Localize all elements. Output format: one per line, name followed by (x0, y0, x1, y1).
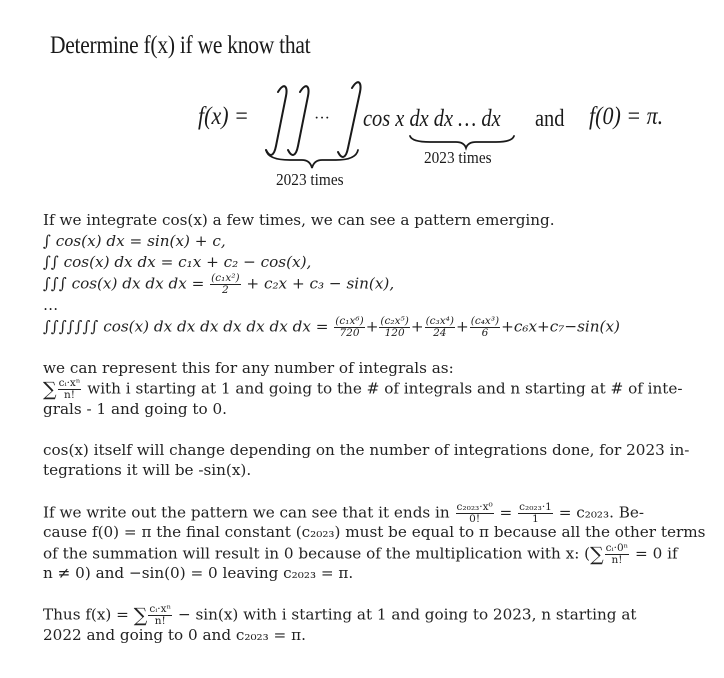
integral-sign-2 (288, 86, 309, 155)
problem-title: Determine f(x) if we know that (50, 32, 311, 59)
solution-line-4: ∫∫∫∫∫∫∫ cos(x) dx dx dx dx dx dx dx = $\frac{\text{(c₁x⁶)}}{720}$ + $\frac{\text{(c₂x⁵)}}{120}$ + $\frac{\text{(c₃x⁴)}}{24}$ + $\frac{\text{(c₄x³)}}{6}$ +c₆x+c₇−sin(x) (43, 315, 620, 339)
paragraph-1-line-3: grals - 1 and going to 0. (43, 400, 227, 418)
paragraph-3-line-3: of the summation will result in 0 because of the multiplication with x: (∑ $\frac{\text{cᵢ·0ⁿ}}{n!}$ = 0 if (43, 542, 678, 566)
equation-and: and (535, 106, 565, 132)
equation-condition: f(0) = π. (589, 103, 664, 130)
integral-sign-1 (266, 86, 287, 155)
integral-sign-3 (338, 82, 361, 157)
differential-count-label: 2023 times (424, 148, 492, 167)
paragraph-2-line-1: cos(x) itself will change depending on the number of integrations done, for 2023 in- (43, 441, 690, 459)
solution-intro: If we integrate cos(x) a few times, we can see a pattern emerging. (43, 211, 555, 229)
paragraph-3-line-1: If we write out the pattern we can see that it ends in $\frac{\text{c₂₀₂₃·x⁰}}{0!}$ = $\frac{\text{c₂₀₂₃·1}}{1}$ = c₂₀₂₃. Be- (43, 501, 645, 525)
integral-graphic (0, 0, 724, 200)
integral-count-label: 2023 times (276, 170, 344, 189)
solution-line-2: ∫∫ cos(x) dx dx = c₁x + c₂ − cos(x), (43, 253, 312, 271)
paragraph-3-line-4: n ≠ 0) and −sin(0) = 0 leaving c₂₀₂₃ = π. (43, 564, 354, 582)
paragraph-1-line-2: ∑ $\frac{\text{cᵢ·xⁿ}}{n!}$ with i starting at 1 and going to the # of integrals and n starting at # of inte- (43, 377, 683, 401)
solution-line-3: ∫∫∫ cos(x) dx dx dx = $\frac{\text{(c₁x²)}}{2}$ + c₂x + c₃ − sin(x), (43, 272, 395, 296)
solution-line-1: ∫ cos(x) dx = sin(x) + c, (43, 232, 226, 250)
left-brace (266, 150, 358, 168)
solution-ellipsis: … (43, 296, 59, 314)
paragraph-2-line-2: tegrations it will be -sin(x). (43, 461, 252, 479)
equation-integrand: cos x dx dx … dx (363, 106, 501, 132)
right-brace (410, 136, 514, 148)
paragraph-3-line-2: cause f(0) = π the final constant (c₂₀₂₃) must be equal to π because all the other terms (43, 523, 706, 541)
integral-dots: ··· (314, 110, 330, 127)
equation-lhs: f(x) = (198, 103, 249, 130)
paragraph-1-line-1: we can represent this for any number of integrals as: (43, 359, 454, 377)
paragraph-4-line-2: 2022 and going to 0 and c₂₀₂₃ = π. (43, 626, 306, 644)
paragraph-4-line-1: Thus f(x) = ∑ $\frac{\text{cᵢ·xⁿ}}{n!}$ − sin(x) with i starting at 1 and going to 2023, n starting at (43, 603, 637, 627)
